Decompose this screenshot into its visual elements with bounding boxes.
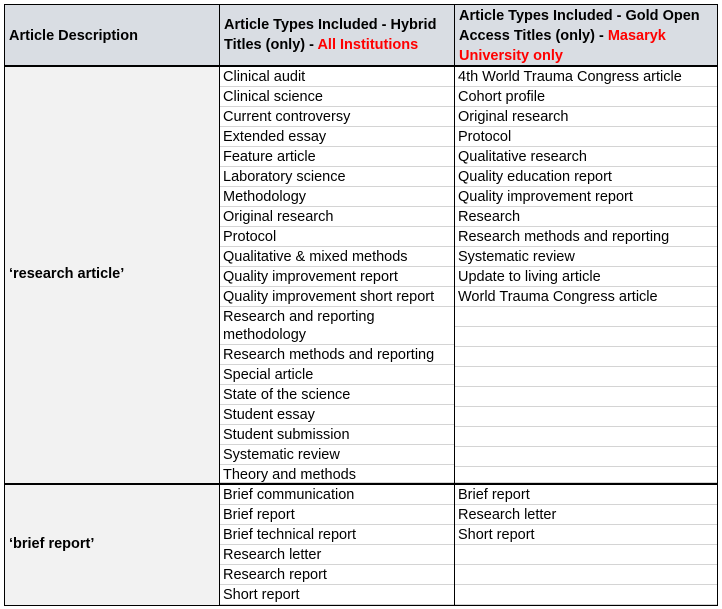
gold-row: Short report — [455, 525, 717, 545]
group-separator — [5, 483, 717, 485]
hybrid-row: Short report — [220, 585, 454, 605]
hybrid-column — [220, 67, 455, 483]
gold-row — [455, 585, 717, 605]
gold-row: Protocol — [455, 127, 717, 147]
gold-row — [455, 307, 717, 327]
description-cell — [5, 485, 220, 605]
header-gold-scope: Masaryk University only — [459, 28, 666, 64]
hybrid-row: Brief technical report — [220, 525, 454, 545]
header-gold-label: Article Types Included - Gold Open Access Titles (only) - — [459, 8, 700, 44]
gold-row — [455, 407, 717, 427]
header-article-description — [5, 5, 220, 67]
hybrid-row: Protocol — [220, 227, 454, 247]
gold-row — [455, 367, 717, 387]
hybrid-row: Qualitative & mixed methods — [220, 247, 454, 267]
gold-row: Qualitative research — [455, 147, 717, 167]
header-hybrid-label: Article Types Included - Hybrid Titles (only) - — [224, 17, 437, 53]
gold-row: Update to living article — [455, 267, 717, 287]
hybrid-row: Extended essay — [220, 127, 454, 147]
hybrid-row: Brief communication — [220, 485, 454, 505]
hybrid-row: Systematic review — [220, 445, 454, 465]
header-article-description-label: Article Description — [9, 28, 138, 44]
gold-row: Brief report — [455, 485, 717, 505]
hybrid-row: Theory and methods — [220, 465, 454, 483]
gold-column — [455, 67, 717, 483]
gold-row — [455, 427, 717, 447]
gold-row: World Trauma Congress article — [455, 287, 717, 307]
gold-row — [455, 565, 717, 585]
hybrid-row: Research letter — [220, 545, 454, 565]
hybrid-row: Laboratory science — [220, 167, 454, 187]
hybrid-row: Research and reporting methodology — [220, 307, 454, 345]
hybrid-row: Student submission — [220, 425, 454, 445]
gold-row: 4th World Trauma Congress article — [455, 67, 717, 87]
gold-row — [455, 447, 717, 467]
hybrid-row: Current controversy — [220, 107, 454, 127]
hybrid-row: Quality improvement report — [220, 267, 454, 287]
hybrid-row: Clinical science — [220, 87, 454, 107]
hybrid-row: Brief report — [220, 505, 454, 525]
hybrid-row: State of the science — [220, 385, 454, 405]
gold-row — [455, 467, 717, 483]
gold-row — [455, 545, 717, 565]
hybrid-row: Research report — [220, 565, 454, 585]
gold-row: Original research — [455, 107, 717, 127]
gold-row: Systematic review — [455, 247, 717, 267]
hybrid-column — [220, 485, 455, 605]
header-hybrid-scope: All Institutions — [317, 37, 419, 53]
gold-column — [455, 485, 717, 605]
gold-row: Research — [455, 207, 717, 227]
gold-row: Research letter — [455, 505, 717, 525]
header-gold-open-access-titles — [455, 5, 717, 67]
gold-row: Quality improvement report — [455, 187, 717, 207]
description-cell — [5, 67, 220, 483]
gold-row: Research methods and reporting — [455, 227, 717, 247]
gold-row — [455, 387, 717, 407]
hybrid-row: Clinical audit — [220, 67, 454, 87]
hybrid-row: Feature article — [220, 147, 454, 167]
description-label: ‘brief report’ — [9, 536, 95, 552]
gold-row — [455, 347, 717, 367]
gold-row — [455, 327, 717, 347]
hybrid-row: Methodology — [220, 187, 454, 207]
gold-row: Quality education report — [455, 167, 717, 187]
article-types-table — [4, 4, 718, 606]
hybrid-row: Research methods and reporting — [220, 345, 454, 365]
hybrid-row: Original research — [220, 207, 454, 227]
hybrid-row: Quality improvement short report — [220, 287, 454, 307]
header-hybrid-titles — [220, 5, 455, 67]
description-label: ‘research article’ — [9, 266, 125, 282]
hybrid-row: Special article — [220, 365, 454, 385]
hybrid-row: Student essay — [220, 405, 454, 425]
gold-row: Cohort profile — [455, 87, 717, 107]
